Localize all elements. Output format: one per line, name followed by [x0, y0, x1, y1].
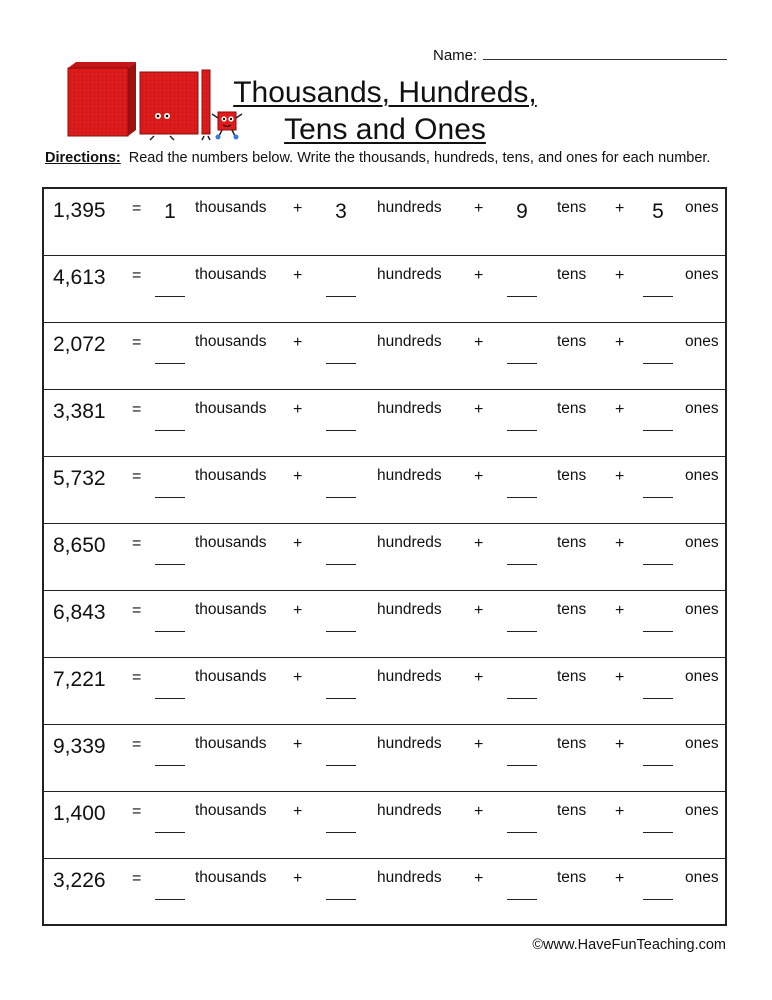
ones-label: ones — [685, 735, 719, 752]
plus-sign: + — [615, 468, 625, 485]
thousands-answer-blank[interactable] — [155, 832, 185, 833]
plus-sign: + — [615, 803, 625, 820]
thousands-answer-blank[interactable] — [155, 765, 185, 766]
ones-answer-blank[interactable] — [643, 497, 673, 498]
hundreds-answer-blank[interactable] — [326, 564, 356, 565]
title-line-1: Thousands, Hundreds, — [233, 76, 537, 109]
hundreds-label: hundreds — [377, 199, 442, 216]
tens-answer-blank[interactable] — [507, 832, 537, 833]
row-number: 6,843 — [53, 601, 106, 624]
plus-sign: + — [474, 736, 484, 753]
plus-sign: + — [615, 870, 625, 887]
plus-sign: + — [474, 803, 484, 820]
equals-sign: = — [132, 267, 142, 284]
plus-sign: + — [615, 602, 625, 619]
plus-sign: + — [293, 401, 303, 418]
thousands-answer-blank[interactable] — [155, 631, 185, 632]
row-number: 1,395 — [53, 199, 106, 222]
table-row — [44, 390, 725, 457]
hundreds-answer-blank[interactable] — [326, 765, 356, 766]
table-row — [44, 189, 725, 256]
row-number: 7,221 — [53, 668, 106, 691]
table-row — [44, 256, 725, 323]
hundreds-answer-blank[interactable] — [326, 832, 356, 833]
thousands-answer-blank[interactable] — [155, 564, 185, 565]
thousands-answer-blank[interactable] — [155, 899, 185, 900]
plus-sign: + — [474, 401, 484, 418]
table-row — [44, 457, 725, 524]
thousands-label: thousands — [195, 467, 267, 484]
table-row — [44, 323, 725, 390]
thousands-answer-blank[interactable] — [155, 698, 185, 699]
row-number: 3,381 — [53, 400, 106, 423]
tens-answer-blank[interactable] — [507, 765, 537, 766]
tens-answer: 9 — [516, 200, 528, 223]
ones-label: ones — [685, 869, 719, 886]
equals-sign: = — [132, 870, 142, 887]
ones-answer-blank[interactable] — [643, 430, 673, 431]
hundreds-label: hundreds — [377, 601, 442, 618]
tens-label: tens — [557, 601, 587, 618]
thousands-label: thousands — [195, 266, 267, 283]
hundreds-label: hundreds — [377, 400, 442, 417]
hundreds-label: hundreds — [377, 869, 442, 886]
ones-answer-blank[interactable] — [643, 765, 673, 766]
ones-label: ones — [685, 601, 719, 618]
ones-label: ones — [685, 534, 719, 551]
tens-label: tens — [557, 735, 587, 752]
hundreds-answer-blank[interactable] — [326, 363, 356, 364]
plus-sign: + — [293, 803, 303, 820]
thousands-label: thousands — [195, 199, 267, 216]
plus-sign: + — [474, 267, 484, 284]
name-blank[interactable] — [483, 45, 727, 60]
equals-sign: = — [132, 736, 142, 753]
thousands-answer-blank[interactable] — [155, 296, 185, 297]
table-row — [44, 658, 725, 725]
plus-sign: + — [615, 334, 625, 351]
row-number: 9,339 — [53, 735, 106, 758]
plus-sign: + — [293, 334, 303, 351]
ten-rod-icon — [202, 70, 210, 140]
hundreds-answer-blank[interactable] — [326, 497, 356, 498]
ones-answer: 5 — [652, 200, 664, 223]
tens-answer-blank[interactable] — [507, 564, 537, 565]
plus-sign: + — [293, 200, 303, 217]
thousands-answer-blank[interactable] — [155, 430, 185, 431]
equals-sign: = — [132, 602, 142, 619]
thousands-label: thousands — [195, 668, 267, 685]
ones-label: ones — [685, 467, 719, 484]
tens-answer-blank[interactable] — [507, 296, 537, 297]
tens-label: tens — [557, 199, 587, 216]
table-row — [44, 725, 725, 792]
row-number: 4,613 — [53, 266, 106, 289]
hundreds-label: hundreds — [377, 333, 442, 350]
plus-sign: + — [474, 870, 484, 887]
directions — [45, 149, 725, 167]
plus-sign: + — [474, 200, 484, 217]
plus-sign: + — [474, 468, 484, 485]
tens-answer-blank[interactable] — [507, 430, 537, 431]
tens-label: tens — [557, 467, 587, 484]
ones-answer-blank[interactable] — [643, 631, 673, 632]
hundreds-answer-blank[interactable] — [326, 296, 356, 297]
hundreds-label: hundreds — [377, 802, 442, 819]
tens-answer-blank[interactable] — [507, 899, 537, 900]
plus-sign: + — [474, 535, 484, 552]
plus-sign: + — [293, 267, 303, 284]
thousands-label: thousands — [195, 534, 267, 551]
thousands-answer-blank[interactable] — [155, 497, 185, 498]
ones-label: ones — [685, 333, 719, 350]
tens-label: tens — [557, 802, 587, 819]
hundreds-answer: 3 — [335, 200, 347, 223]
equals-sign: = — [132, 535, 142, 552]
plus-sign: + — [293, 468, 303, 485]
hundreds-label: hundreds — [377, 668, 442, 685]
ones-label: ones — [685, 668, 719, 685]
name-field[interactable] — [433, 45, 727, 64]
table-row — [44, 591, 725, 658]
equals-sign: = — [132, 200, 142, 217]
thousands-label: thousands — [195, 802, 267, 819]
thousands-label: thousands — [195, 333, 267, 350]
name-label: Name: — [433, 47, 478, 64]
thousands-answer-blank[interactable] — [155, 363, 185, 364]
plus-sign: + — [474, 602, 484, 619]
equals-sign: = — [132, 669, 142, 686]
ones-answer-blank[interactable] — [643, 698, 673, 699]
thousands-label: thousands — [195, 869, 267, 886]
plus-sign: + — [293, 736, 303, 753]
tens-answer-blank[interactable] — [507, 363, 537, 364]
ones-answer-blank[interactable] — [643, 899, 673, 900]
plus-sign: + — [615, 669, 625, 686]
tens-label: tens — [557, 333, 587, 350]
plus-sign: + — [293, 669, 303, 686]
plus-sign: + — [293, 602, 303, 619]
thousands-label: thousands — [195, 400, 267, 417]
worksheet-table — [42, 187, 727, 926]
ones-label: ones — [685, 802, 719, 819]
hundreds-label: hundreds — [377, 534, 442, 551]
row-number: 8,650 — [53, 534, 106, 557]
thousands-label: thousands — [195, 601, 267, 618]
thousand-cube-icon — [68, 62, 136, 136]
directions-text: Read the numbers below. Write the thousands, hundreds, tens, and ones for each number. — [128, 150, 711, 166]
plus-sign: + — [474, 669, 484, 686]
tens-answer-blank[interactable] — [507, 497, 537, 498]
plus-sign: + — [615, 401, 625, 418]
thousands-answer: 1 — [164, 200, 176, 223]
directions-label: Directions: — [45, 150, 121, 166]
tens-label: tens — [557, 266, 587, 283]
plus-sign: + — [474, 334, 484, 351]
row-number: 2,072 — [53, 333, 106, 356]
plus-sign: + — [293, 535, 303, 552]
row-number: 3,226 — [53, 869, 106, 892]
plus-sign: + — [615, 535, 625, 552]
ones-answer-blank[interactable] — [643, 296, 673, 297]
plus-sign: + — [615, 267, 625, 284]
table-row — [44, 859, 725, 926]
tens-answer-blank[interactable] — [507, 698, 537, 699]
hundreds-answer-blank[interactable] — [326, 430, 356, 431]
ones-answer-blank[interactable] — [643, 832, 673, 833]
plus-sign: + — [615, 200, 625, 217]
tens-label: tens — [557, 400, 587, 417]
title-line-2: Tens and Ones — [284, 113, 486, 146]
table-row — [44, 524, 725, 591]
ones-answer-blank[interactable] — [643, 564, 673, 565]
equals-sign: = — [132, 803, 142, 820]
hundreds-answer-blank[interactable] — [326, 631, 356, 632]
plus-sign: + — [615, 736, 625, 753]
ones-label: ones — [685, 199, 719, 216]
tens-label: tens — [557, 869, 587, 886]
hundreds-answer-blank[interactable] — [326, 899, 356, 900]
tens-label: tens — [557, 534, 587, 551]
tens-answer-blank[interactable] — [507, 631, 537, 632]
row-number: 5,732 — [53, 467, 106, 490]
equals-sign: = — [132, 401, 142, 418]
plus-sign: + — [293, 870, 303, 887]
hundreds-answer-blank[interactable] — [326, 698, 356, 699]
equals-sign: = — [132, 334, 142, 351]
copyright-footer: ©www.HaveFunTeaching.com — [532, 937, 726, 953]
hundred-flat-icon — [140, 72, 198, 140]
hundreds-label: hundreds — [377, 467, 442, 484]
equals-sign: = — [132, 468, 142, 485]
row-number: 1,400 — [53, 802, 106, 825]
ones-label: ones — [685, 400, 719, 417]
hundreds-label: hundreds — [377, 735, 442, 752]
tens-label: tens — [557, 668, 587, 685]
hundreds-label: hundreds — [377, 266, 442, 283]
thousands-label: thousands — [195, 735, 267, 752]
table-row — [44, 792, 725, 859]
ones-answer-blank[interactable] — [643, 363, 673, 364]
ones-label: ones — [685, 266, 719, 283]
